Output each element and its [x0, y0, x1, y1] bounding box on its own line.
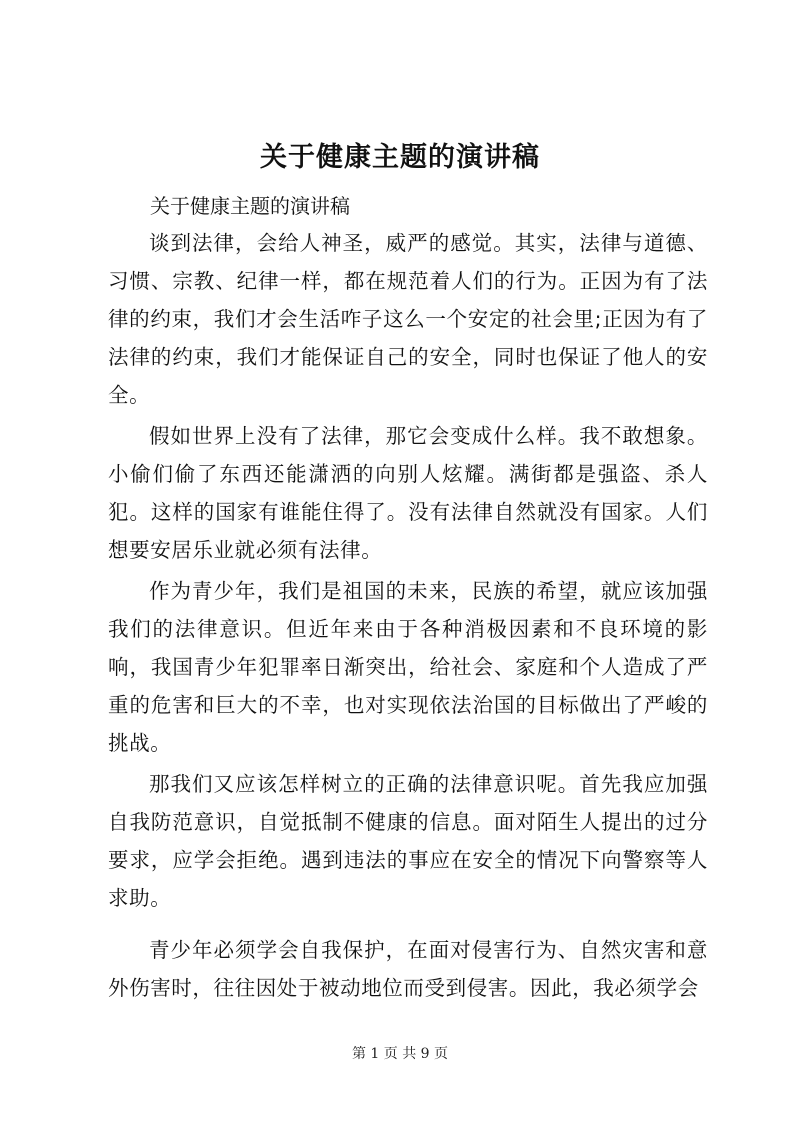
paragraph-5: 青少年必须学会自我保护，在面对侵害行为、自然灾害和意外伤害时，往往因处于被动地位而受到侵害。因此，我必须学会 [108, 938, 708, 1000]
page-footer: 第 1 页 共 9 页 [351, 1046, 449, 1062]
page-title: 关于健康主题的演讲稿 [260, 142, 540, 173]
paragraph-2: 假如世界上没有了法律，那它会变成什么样。我不敢想象。小偷们偷了东西还能潇洒的向别人炫耀。满街都是强盗、杀人犯。这样的国家有谁能住得了。没有法律自然就没有国家。人们想要安居乐业就必须有法律。 [108, 424, 708, 562]
paragraph-1: 谈到法律，会给人神圣，威严的感觉。其实，法律与道德、习惯、宗教、纪律一样，都在规范着人们的行为。正因为有了法律的约束，我们才会生活咋子这么一个安定的社会里;正因为有了法律的约束，我们才能保证自己的安全，同时也保证了他人的安全。 [108, 231, 708, 407]
paragraph-3: 作为青少年，我们是祖国的未来，民族的希望，就应该加强我们的法律意识。但近年来由于各种消极因素和不良环境的影响，我国青少年犯罪率日渐突出，给社会、家庭和个人造成了严重的危害和巨大的不幸，也对实现依法治国的目标做出了严峻的挑战。 [108, 579, 708, 755]
document-body [108, 188, 708, 1007]
paragraph-4: 那我们又应该怎样树立的正确的法律意识呢。首先我应加强自我防范意识，自觉抵制不健康的信息。面对陌生人提出的过分要求，应学会拒绝。遇到违法的事应在安全的情况下向警察等人求助。 [108, 772, 708, 910]
document-subtitle: 关于健康主题的演讲稿 [150, 194, 350, 218]
